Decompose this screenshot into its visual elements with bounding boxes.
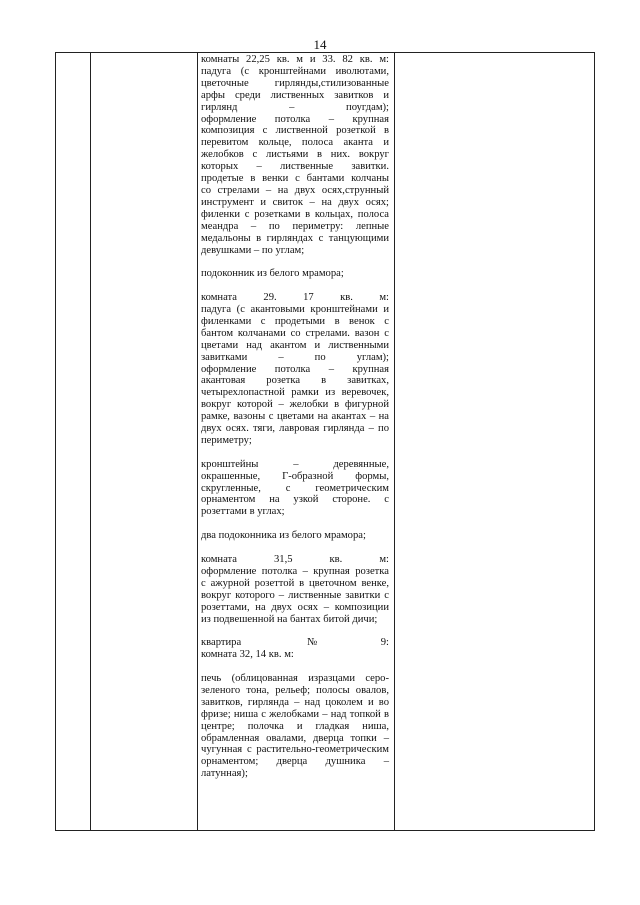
blank-line [201, 447, 389, 459]
text-line: комнаты 22,25 кв. м и 33. 82 кв. м: [201, 54, 389, 65]
text-line: комната 32, 14 кв. м: [201, 649, 294, 661]
column-divider [197, 53, 198, 830]
text-line: бантом колчанами со стрелами. вазон с [201, 327, 389, 339]
description-cell [201, 54, 389, 780]
text-line: розеттами, на двух осях – композиции [201, 601, 389, 613]
text-line: желобков с листьями в них. вокруг [201, 149, 389, 161]
text-line: двух осях. тяги, лавровая гирлянда – по [201, 423, 389, 435]
text-line: которых – лиственные завитки. [201, 161, 389, 173]
text-line: два подоконника из белого мрамора; [201, 530, 366, 542]
text-line: завитками – по углам); [201, 351, 389, 363]
page-number: 14 [313, 37, 327, 52]
text-line: кронштейны – деревянные, [201, 458, 389, 470]
text-line: орнаментом; дверца душника – [201, 756, 389, 768]
text-line: меандра – по периметру: лепные [201, 220, 389, 232]
text-line: филенки с розетками в кольцах, полоса [201, 208, 389, 220]
text-line: оформление потолка – крупная розетка [201, 565, 389, 577]
text-line: зеленого тона, рельеф; полосы овалов, [201, 684, 389, 696]
blank-line [201, 256, 389, 268]
document-table [55, 52, 595, 831]
text-line: розеттами в углах; [201, 506, 285, 518]
text-line: цветами над акантом и лиственными [201, 339, 389, 351]
column-divider [90, 53, 91, 830]
text-line: вокруг которого – лиственные завитки с [201, 589, 389, 601]
text-line: комната 31,5 кв. м: [201, 553, 389, 565]
text-line: рамке, вазоны с цветами на акантах – на [201, 411, 389, 423]
text-line: арфы среди лиственных завитков и [201, 89, 389, 101]
text-line: падуга (с акантовыми кронштейнами и [201, 304, 389, 315]
text-line: фризе; ниша с желобками – над топкой в [201, 708, 389, 720]
text-line: скругленные, с геометрическим [201, 482, 389, 494]
text-line: печь (облицованная изразцами серо- [201, 673, 389, 685]
text-line: завитков, гирлянда – над цоколем и во [201, 696, 389, 708]
text-line: обрамленная овалами, дверца топки – [201, 732, 389, 744]
text-line: цветочные гирлянды,стилизованные [201, 77, 389, 89]
text-line: вокруг которой – желобки в фигурной [201, 399, 389, 411]
column-divider [394, 53, 395, 830]
text-line: падуга (с кронштейнами иволютами, [201, 65, 389, 77]
text-line: акантовая розетка в завитках, [201, 375, 389, 387]
text-line: филенками с продетыми в венок с [201, 315, 389, 327]
text-line: оформление потолка – крупная [201, 363, 389, 375]
text-line: перевитом кольце, полоса аканта и [201, 137, 389, 149]
text-line: из подвешенной на бантах битой дичи; [201, 613, 378, 625]
text-line: орнаментом на узкой стороне. с [201, 494, 389, 506]
blank-line [201, 280, 389, 292]
text-line: гирлянд – поугдам); [201, 101, 389, 113]
text-line: с ажурной розеттой в цветочном венке, [201, 577, 389, 589]
text-line: инструмент и свиток – на двух осях; [201, 196, 389, 208]
text-line: оформление потолка – крупная [201, 113, 389, 125]
blank-line [201, 625, 389, 637]
text-line: квартира №9: [201, 637, 389, 649]
blank-line [201, 518, 389, 530]
text-line: со стрелами – на двух осях,струнный [201, 184, 389, 196]
blank-line [201, 542, 389, 554]
text-line: продетые в венки с бантами колчаны [201, 173, 389, 185]
text-line: композиция с лиственной розеткой в [201, 125, 389, 137]
text-line: комната 29. 17 кв. м: [201, 292, 389, 304]
blank-line [201, 661, 389, 673]
text-line: подоконник из белого мрамора; [201, 268, 344, 280]
text-line: чугунная с растительно-геометрическим [201, 744, 389, 756]
text-line: латунная); [201, 768, 248, 780]
text-line: периметру; [201, 434, 252, 446]
text-line: девушками – по углам; [201, 244, 305, 256]
text-line: центре; полочка и гладкая ниша, [201, 720, 389, 732]
text-line: медальоны в гирляндах с танцующими [201, 232, 389, 244]
text-line: четырехлопастной рамки из веревочек, [201, 387, 389, 399]
text-line: окрашенные, Г-образной формы, [201, 470, 389, 482]
